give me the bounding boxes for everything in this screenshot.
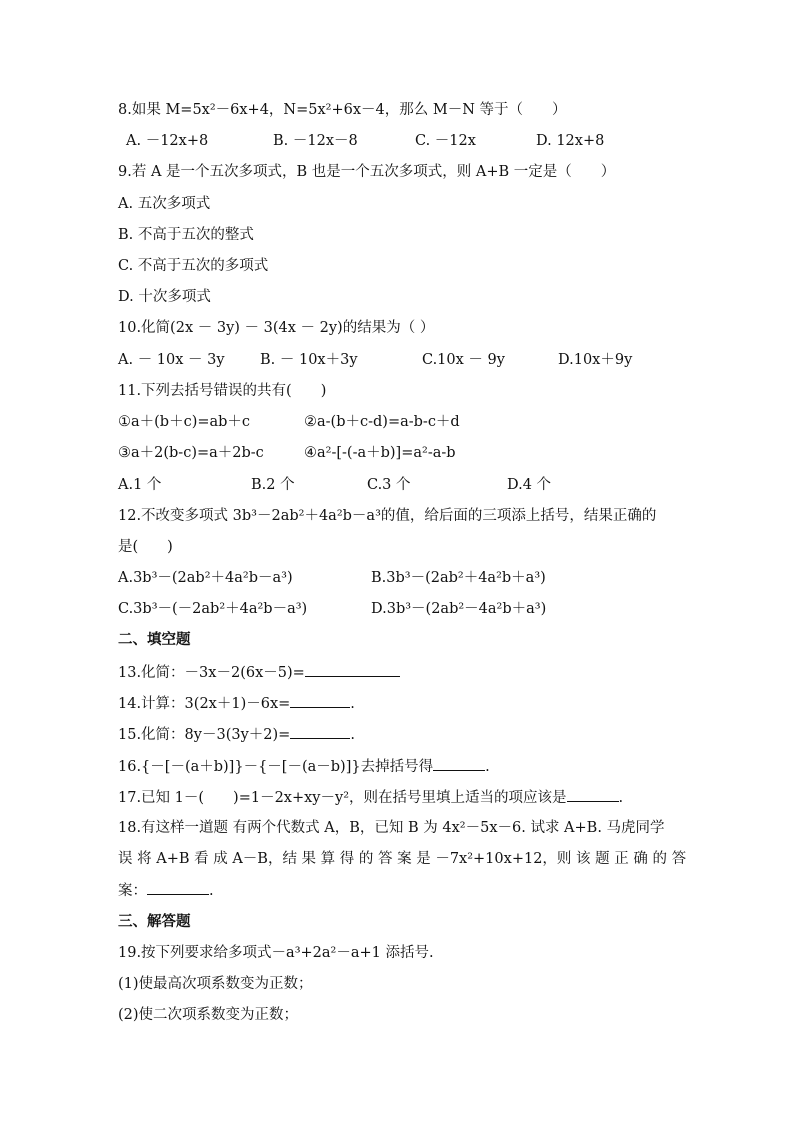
q12-option-c: C.3b³－(－2ab²＋4a²b－a³) [118, 601, 308, 617]
q11-item-1: ①a＋(b＋c)=ab＋c [118, 414, 251, 430]
section-solve-heading: 三、解答题 [118, 914, 191, 930]
q10-option-d: D.10x＋9y [558, 352, 633, 368]
q10-option-b: B. － 10x＋3y [260, 352, 358, 368]
q12-stem-line2: 是( ) [118, 539, 173, 555]
q8-option-a: A. －12x+8 [126, 133, 209, 149]
q9-option-d: D. 十次多项式 [118, 289, 211, 305]
q8-option-d: D. 12x+8 [536, 133, 605, 149]
q16 [118, 756, 490, 777]
q13-text: 13.化简：－3x－2(6x－5)= [118, 665, 305, 681]
q19-part-1: (1)使最高次项系数变为正数； [118, 976, 313, 992]
q9-option-a: A. 五次多项式 [118, 196, 211, 212]
q15-answer-blank[interactable] [290, 724, 350, 739]
q12-option-d: D.3b³－(2ab²－4a²b＋a³) [371, 601, 547, 617]
q10-option-c: C.10x － 9y [422, 352, 505, 368]
q19-part-2: (2)使二次项系数变为正数； [118, 1007, 299, 1023]
q18-line2: 误 将 A+B 看 成 A－B，结 果 算 得 的 答 案 是 －7x²+10x+12，则 该 题 正 确 的 答 [118, 851, 687, 867]
q11-option-a: A.1 个 [118, 477, 162, 493]
q18-line1: 18.有这样一道题 有两个代数式 A，B，已知 B 为 4x²－5x－6. 试求 A+B. 马虎同学 [118, 820, 665, 836]
q19-stem: 19.按下列要求给多项式－a³+2a²－a+1 添括号. [118, 945, 434, 961]
q12-option-a: A.3b³－(2ab²＋4a²b－a³) [118, 570, 293, 586]
q18-end: . [209, 883, 214, 899]
q11-items-row1 [118, 412, 718, 432]
q18-answer-blank[interactable] [147, 880, 209, 895]
q14 [118, 693, 355, 714]
q17-end: . [618, 790, 624, 806]
q12-stem-line1: 12.不改变多项式 3b³－2ab²＋4a²b－a³的值，给后面的三项添上括号，结果正确的 [118, 508, 657, 524]
q10-options [118, 350, 718, 370]
q17-text: 17.已知 1－( )=1－2x+xy－y²，则在括号里填上适当的项应该是 [118, 790, 567, 806]
q9-stem: 9.若 A 是一个五次多项式，B 也是一个五次多项式，则 A+B 一定是（ ） [118, 164, 616, 180]
q8-options [118, 131, 718, 151]
q8-option-b: B. －12x－8 [273, 133, 358, 149]
q11-items-row2 [118, 443, 718, 463]
q10-option-a: A. － 10x － 3y [118, 352, 225, 368]
q16-end: . [485, 759, 490, 775]
q11-item-2: ②a-(b＋c-d)=a-b-c＋d [304, 414, 460, 430]
q12-option-b: B.3b³－(2ab²＋4a²b＋a³) [371, 570, 546, 586]
q15-text: 15.化简：8y－3(3y＋2)= [118, 727, 291, 743]
q11-option-b: B.2 个 [251, 477, 295, 493]
q17 [118, 787, 623, 808]
q13 [118, 662, 400, 683]
q11-options [118, 475, 718, 495]
q17-answer-blank[interactable] [567, 787, 619, 802]
q12-options-row2 [118, 599, 718, 619]
q8-stem: 8.如果 M=5x²－6x+4，N=5x²+6x－4，那么 M－N 等于（ ） [118, 102, 567, 118]
q16-text: 16.{－[－(a＋b)]}－{－[－(a－b)]}去掉括号得 [118, 759, 434, 775]
q14-end: . [350, 696, 355, 712]
q13-answer-blank[interactable] [305, 662, 400, 677]
q16-answer-blank[interactable] [433, 756, 485, 771]
q15-end: . [350, 727, 355, 743]
q14-text: 14.计算：3(2x＋1)－6x= [118, 696, 291, 712]
q11-item-4: ④a²-[-(-a＋b)]=a²-a-b [304, 445, 456, 461]
q8-option-c: C. －12x [415, 133, 476, 149]
q11-stem: 11.下列去括号错误的共有( ) [118, 383, 327, 399]
q9-option-b: B. 不高于五次的整式 [118, 227, 254, 243]
q12-options-row1 [118, 568, 718, 588]
section-fill-in-heading: 二、填空题 [118, 632, 191, 648]
q18-prefix: 案： [118, 883, 147, 899]
q14-answer-blank[interactable] [290, 693, 350, 708]
q11-item-3: ③a＋2(b-c)=a＋2b-c [118, 445, 264, 461]
q15 [118, 724, 355, 745]
q10-stem: 10.化简(2x － 3y) － 3(4x － 2y)的结果为（ ） [118, 320, 435, 336]
q18-line3 [118, 880, 214, 901]
q11-option-d: D.4 个 [507, 477, 552, 493]
q11-option-c: C.3 个 [367, 477, 411, 493]
q9-option-c: C. 不高于五次的多项式 [118, 258, 269, 274]
